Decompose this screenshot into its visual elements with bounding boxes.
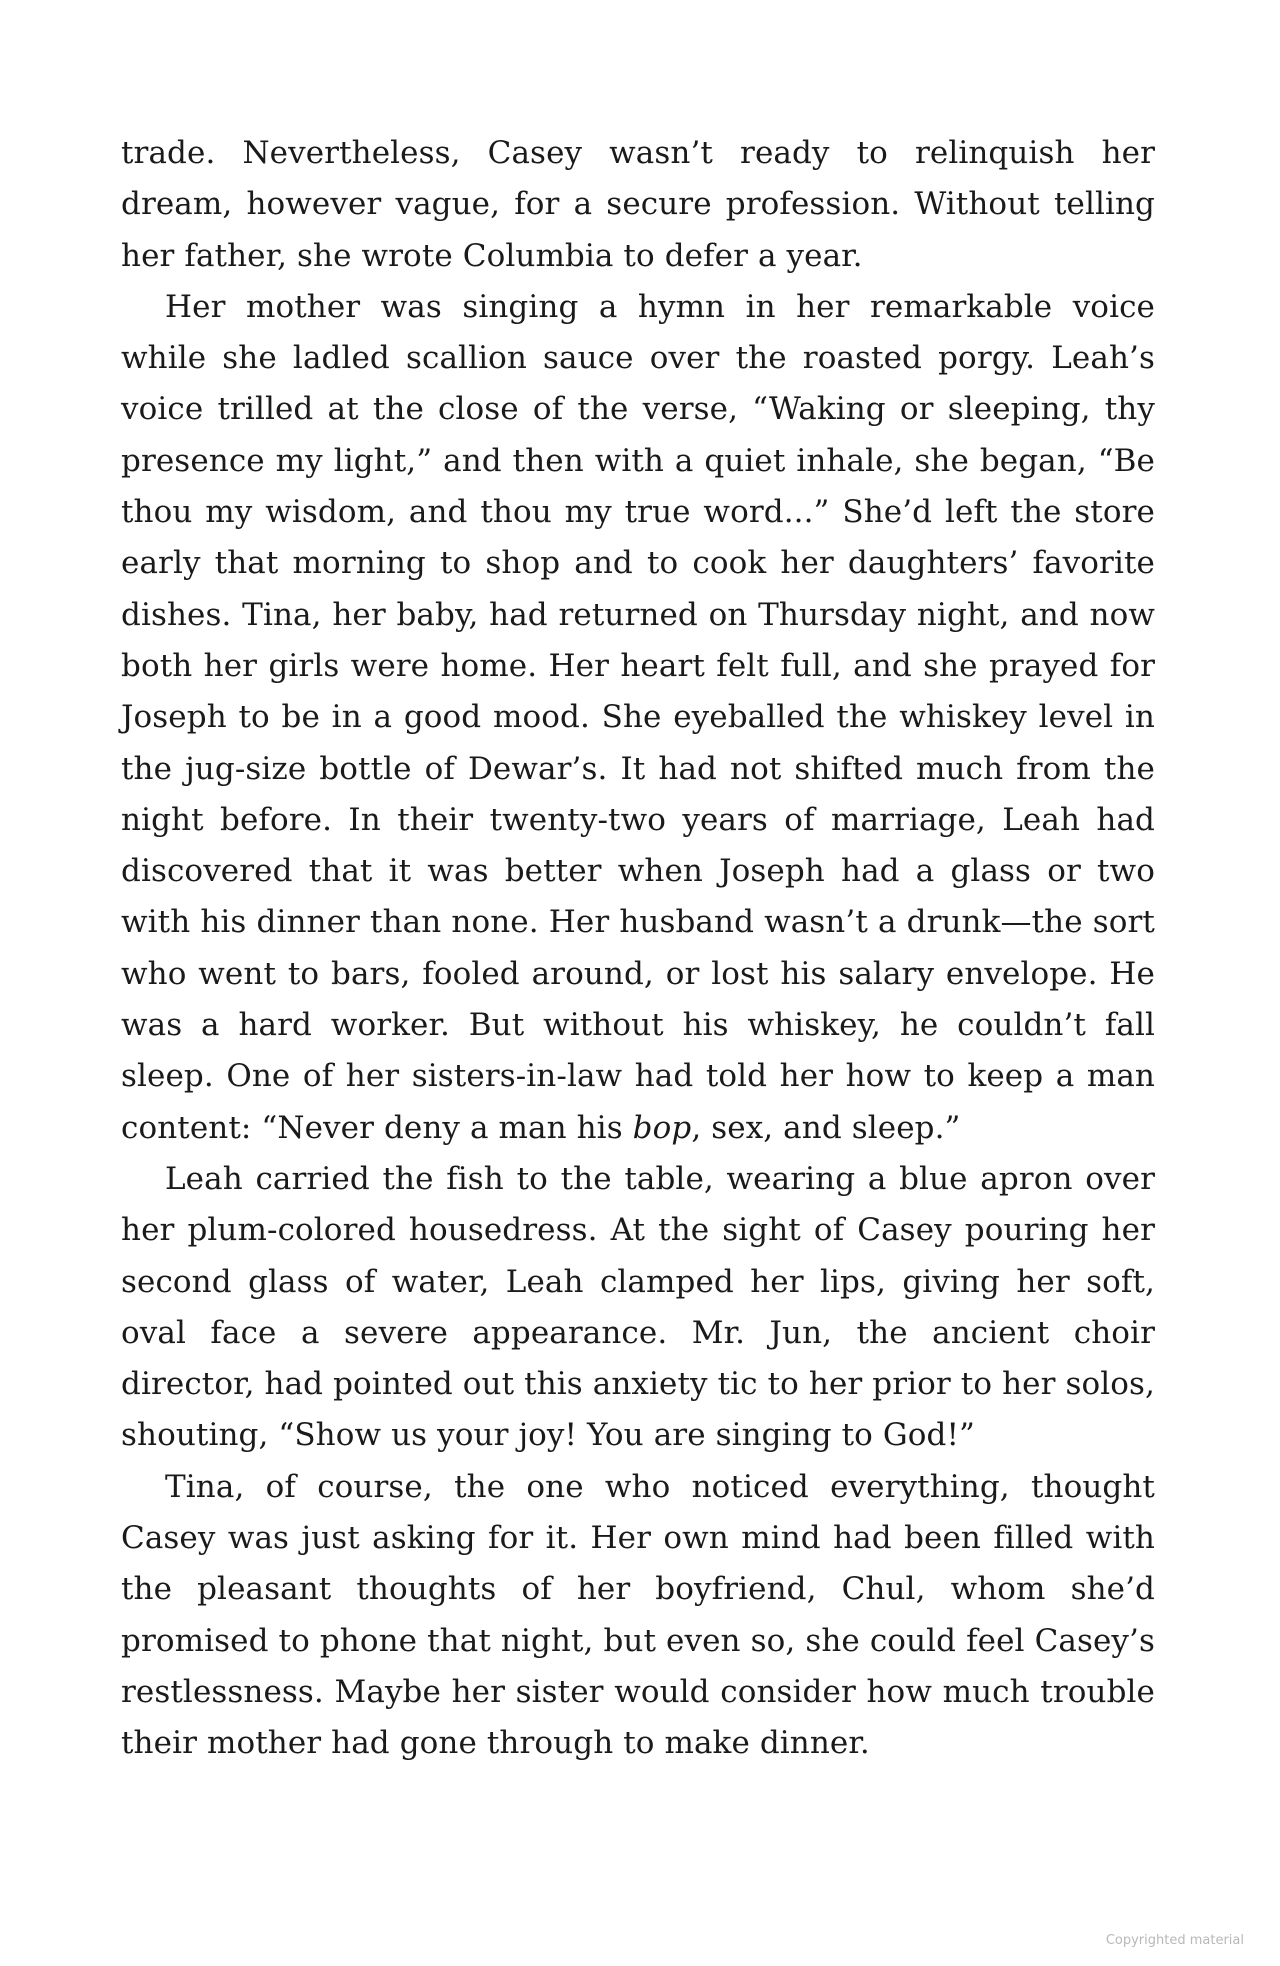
paragraph-4: Tina, of course, the one who noticed everything, thought Casey was just asking for it. Her own mind had been filled with the pleasant thoughts of her boyfriend, Chul, whom she’d promised to phone that night, but even so, she could feel Casey’s restlessness. Maybe her sister would consider how much trouble their mother had gone through to make dinner. xyxy=(121,1468,1155,1762)
emphasis-bop: bop xyxy=(632,1109,692,1146)
paragraph-1: trade. Nevertheless, Casey wasn’t ready to relinquish her dream, however vague, for a secure profession. Without telling her father, she wrote Columbia to defer a year. xyxy=(121,135,1155,274)
paragraph-3: Leah carried the fish to the table, wearing a blue apron over her plum-colored housedress. At the sight of Casey pouring her second glass of water, Leah clamped her lips, giving her soft, oval face a severe appearance. Mr. Jun, the ancient choir director, had pointed out this anxiety tic to her prior to her solos, shouting, “Show us your joy! You are singing to God!” xyxy=(121,1160,1155,1454)
book-page xyxy=(121,128,1155,1770)
copyright-watermark: Copyrighted material xyxy=(1105,1933,1244,1948)
paragraph-2: Her mother was singing a hymn in her remarkable voice while she ladled scallion sauce over the roasted porgy. Leah’s voice trilled at the close of the verse, “Waking or sleeping, thy presence my light,” and then with a quiet inhale, she began, “Be thou my wisdom, and thou my true word...” She’d left the store early that morning to shop and to cook her daughters’ favorite dishes. Tina, her baby, had returned on Thursday night, and now both her girls were home. Her heart felt full, and she prayed for Joseph to be in a good mood. She eyeballed the whiskey level in the jug-size bottle of Dewar’s. It had not shifted much from the night before. In their twenty-two years of marriage, Leah had discovered that it was better when Joseph had a glass or two with his dinner than none. Her husband wasn’t a drunk—the sort who went to bars, fooled around, or lost his salary envelope. He was a hard worker. But without his whiskey, he couldn’t fall sleep. One of her sisters-in-law had told her how to keep a man content: “Never deny a man his bop, sex, and sleep.” xyxy=(121,288,1155,1146)
